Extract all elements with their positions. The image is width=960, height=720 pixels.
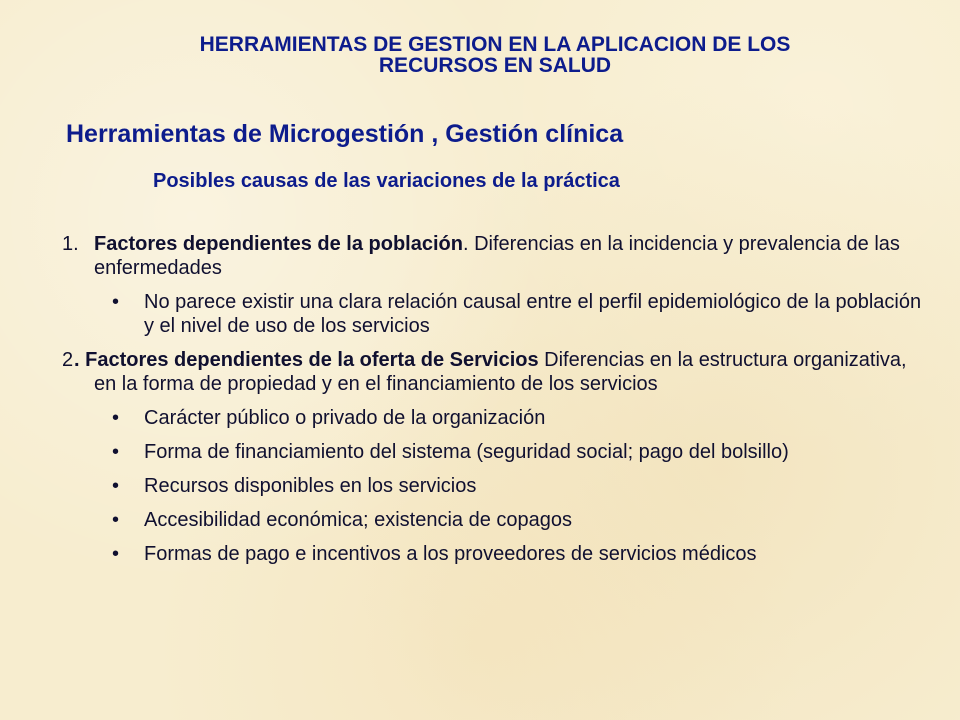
list-item-1-bold-title: Factores dependientes de la población	[94, 233, 463, 255]
bullet-icon: •	[112, 543, 120, 565]
list-item-2-text: Diferencias en la estructura organizativa, en la forma de propiedad y en el financiamiento de los servicios	[94, 349, 907, 395]
content-body	[62, 232, 932, 576]
list-item-2-bullet-1	[62, 406, 932, 430]
list-item-2-number: 2	[62, 349, 74, 371]
bullet-text: No parece existir una clara relación causal entre el perfil epidemiológico de la población y el nivel de uso de los servicios	[144, 291, 922, 337]
bullet-text: Carácter público o privado de la organización	[144, 407, 546, 429]
bullet-icon: •	[112, 441, 120, 463]
bullet-text: Recursos disponibles en los servicios	[144, 475, 477, 497]
slide-title	[70, 34, 920, 76]
bullet-icon: •	[112, 407, 120, 429]
list-item-2-bullet-2	[62, 440, 932, 464]
slide-title-line-1: HERRAMIENTAS DE GESTION EN LA APLICACION DE LOS	[199, 33, 791, 56]
list-item-2-bullet-5	[62, 542, 932, 566]
bullet-text: Formas de pago e incentivos a los proveedores de servicios médicos	[144, 543, 757, 565]
list-item-1-number: 1.	[62, 233, 79, 255]
bullet-icon: •	[112, 291, 120, 313]
list-item-2-bullet-3	[62, 474, 932, 498]
bullet-icon: •	[112, 475, 120, 497]
slide-title-line-2: RECURSOS EN SALUD	[378, 54, 612, 77]
list-item-1-text: . Diferencias en la incidencia y prevalencia de las enfermedades	[94, 233, 900, 279]
list-item-2	[62, 348, 932, 396]
section-heading: Herramientas de Microgestión , Gestión clínica	[66, 120, 624, 148]
list-item-2-bullet-4	[62, 508, 932, 532]
bullet-text: Forma de financiamiento del sistema (seguridad social; pago del bolsillo)	[144, 441, 789, 463]
list-item-1	[62, 232, 932, 280]
bullet-icon: •	[112, 509, 120, 531]
section-subheading: Posibles causas de las variaciones de la práctica	[153, 170, 620, 192]
list-item-2-bold-title: . Factores dependientes de la oferta de Servicios	[74, 349, 539, 371]
list-item-1-bullet-1	[62, 290, 932, 338]
bullet-text: Accesibilidad económica; existencia de copagos	[144, 509, 573, 531]
